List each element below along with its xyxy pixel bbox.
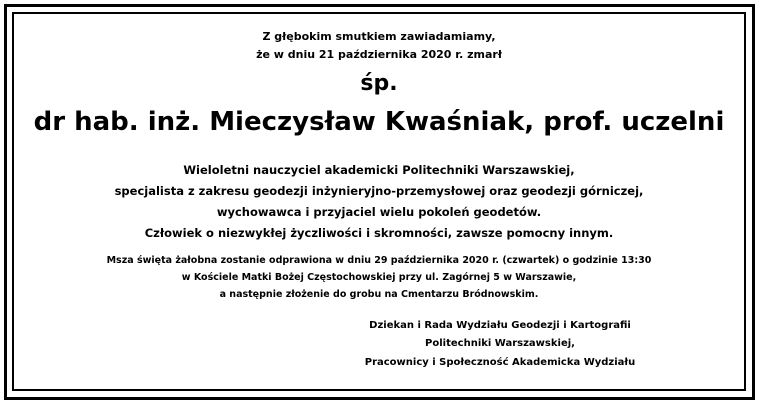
- description-line-1: Wieloletni nauczyciel akademicki Politechniki Warszawskiej,: [183, 163, 575, 177]
- mass-line-2: w Kościele Matki Bożej Częstochowskiej przy ul. Zagórnej 5 w Warszawie,: [181, 272, 577, 283]
- deceased-name: dr hab. inż. Mieczysław Kwaśniak, prof. uczelni: [33, 107, 725, 137]
- description-line-3: wychowawca i przyjaciel wielu pokoleń geodetów.: [216, 205, 542, 219]
- intro-line-1: Z głębokim smutkiem zawiadamiamy,: [262, 30, 496, 43]
- description-line-4: Człowiek o niezwykłej życzliwości i skromności, zawsze pomocny innym.: [144, 226, 614, 240]
- signature-line-1: Dziekan i Rada Wydziału Geodezji i Kartografii: [369, 320, 631, 331]
- intro-line-2: że w dniu 21 października 2020 r. zmarł: [256, 48, 502, 61]
- description-line-2: specjalista z zakresu geodezji inżynieryjno-przemysłowej oraz geodezji górniczej,: [114, 184, 644, 198]
- signature-line-3: Pracownicy i Społeczność Akademicka Wydziału: [364, 357, 636, 368]
- honorific: śp.: [360, 71, 398, 96]
- signature-line-2: Politechniki Warszawskiej,: [425, 338, 575, 349]
- obituary-notice: [14, 14, 744, 389]
- mass-line-3: a następnie złożenie do grobu na Cmentarzu Bródnowskim.: [219, 289, 539, 300]
- mass-line-1: Msza święta żałobna zostanie odprawiona w dniu 29 października 2020 r. (czwartek) o godzinie 13:30: [106, 255, 652, 266]
